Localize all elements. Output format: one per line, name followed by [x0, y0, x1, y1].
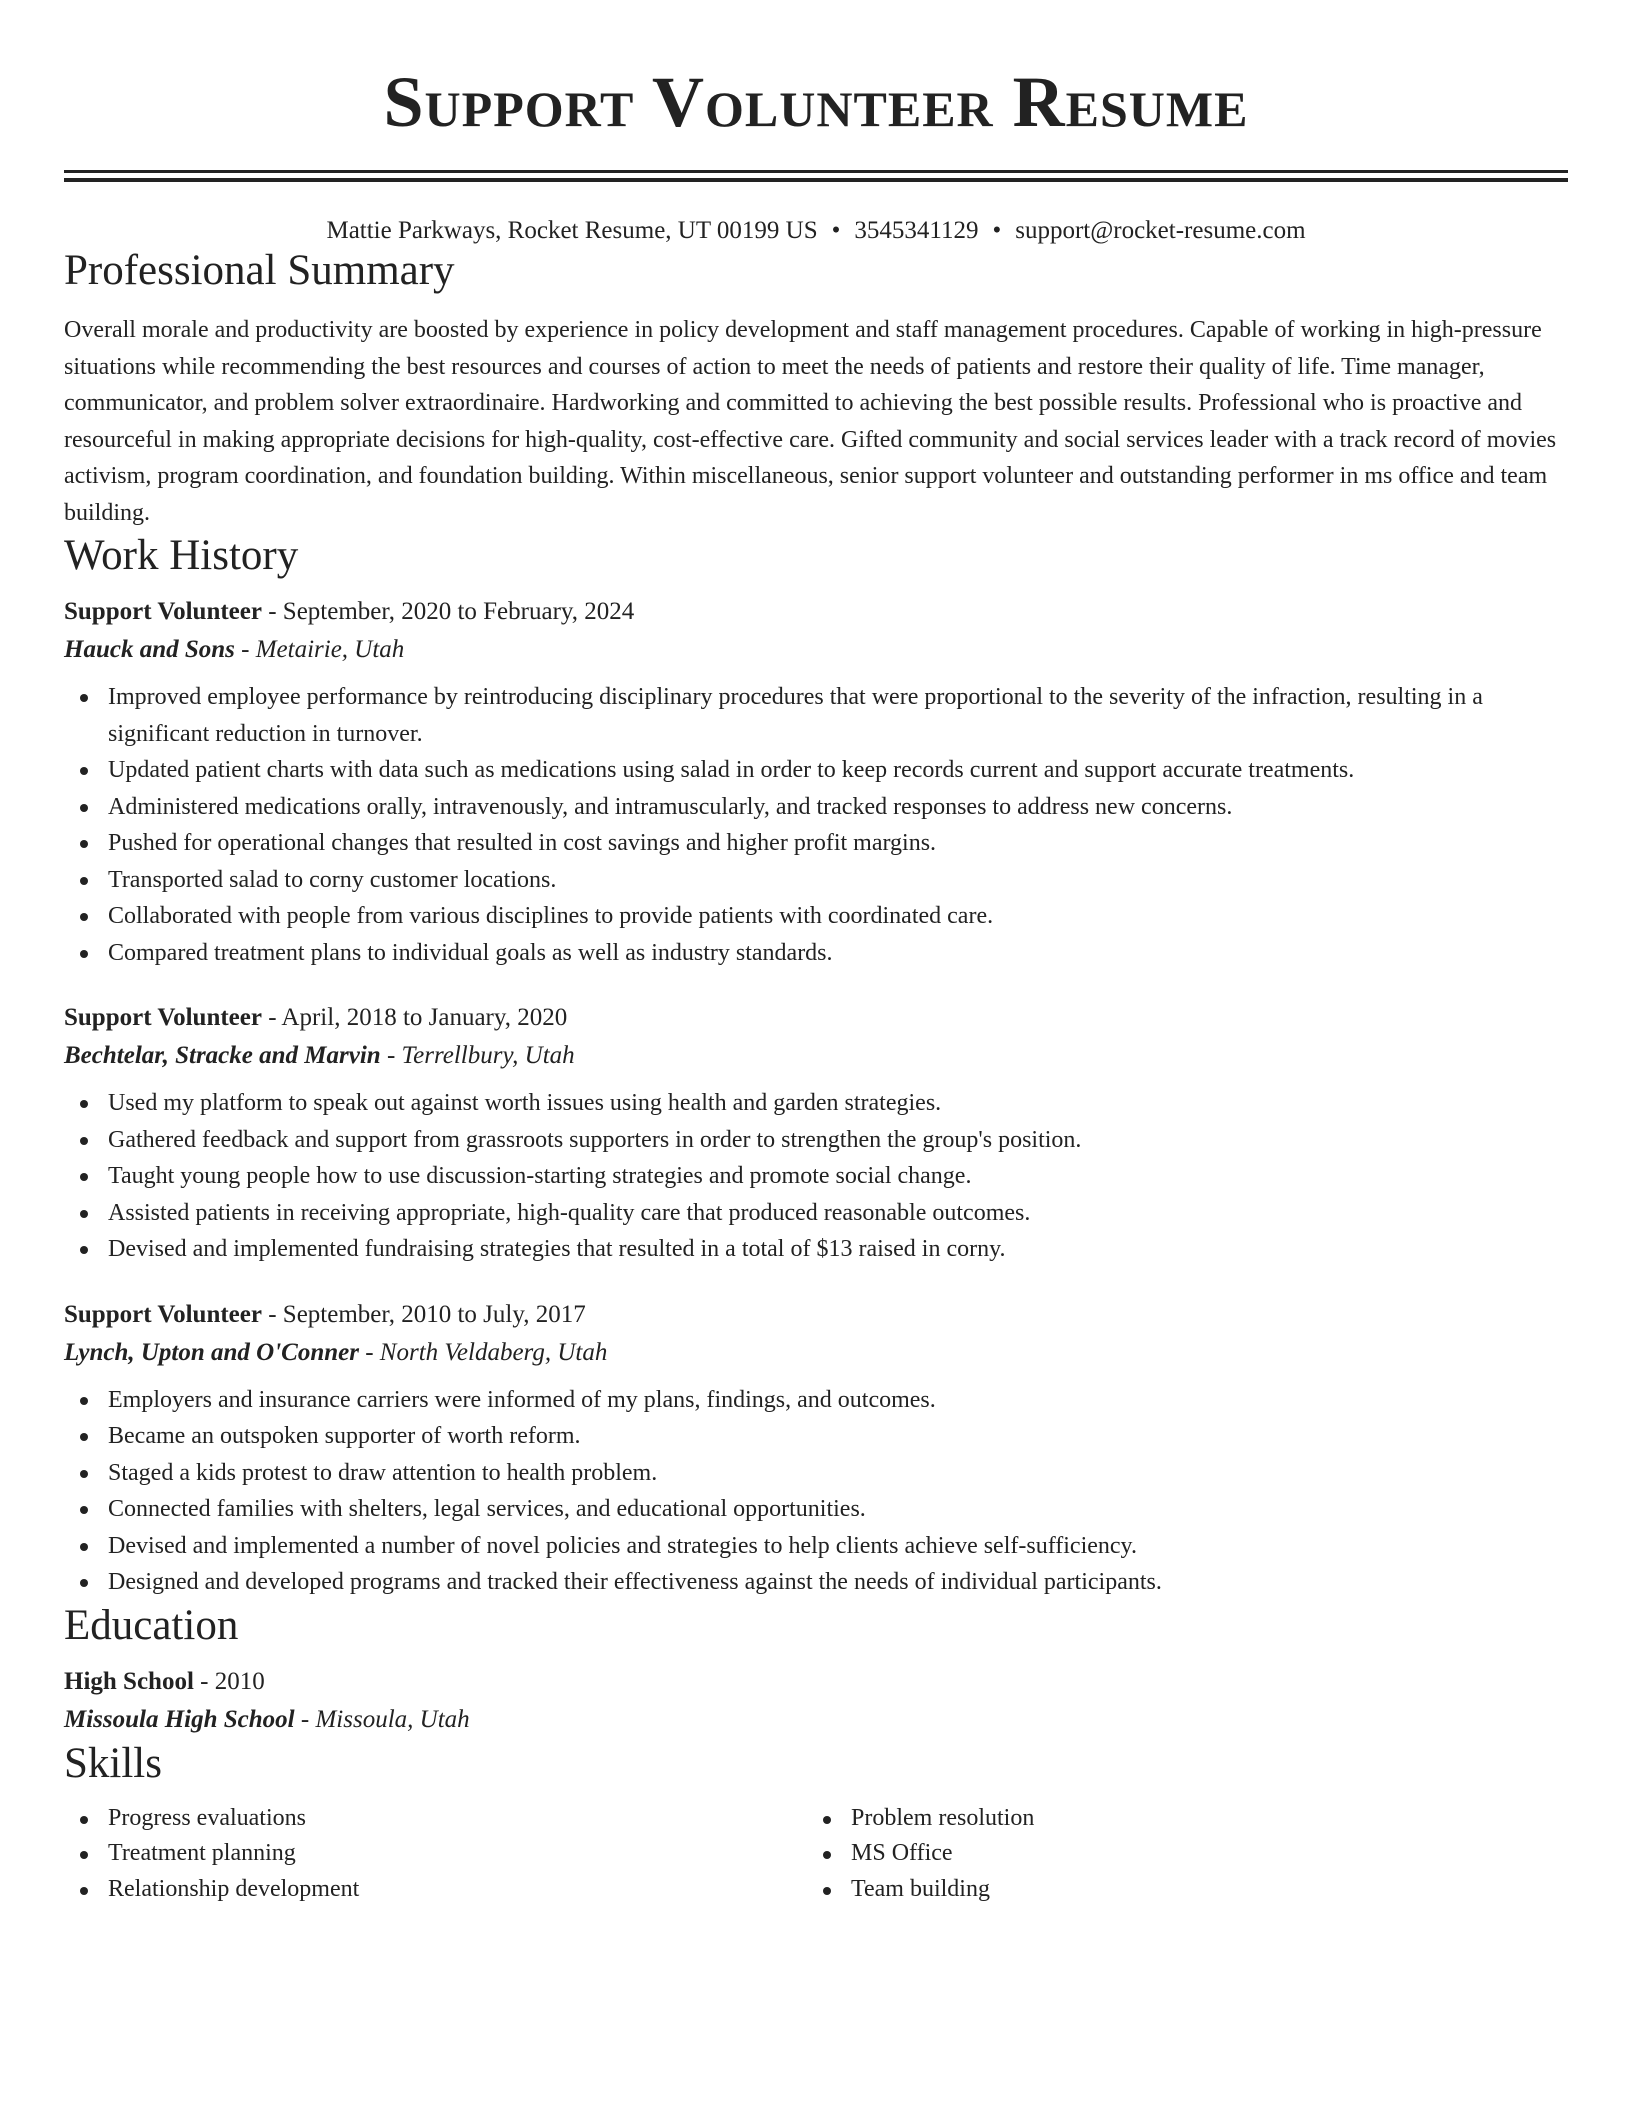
- education-school: Missoula High School: [64, 1705, 295, 1733]
- bullet-icon: [80, 1816, 88, 1824]
- bullet-icon: [80, 1579, 88, 1587]
- skill-item: MS Office: [807, 1836, 1550, 1872]
- skill-item: Team building: [807, 1872, 1550, 1908]
- education-heading: Education: [64, 1601, 239, 1649]
- bullet-icon: [80, 1173, 88, 1181]
- bullet-icon: [80, 804, 88, 812]
- list-item: Pushed for operational changes that resulted in cost savings and higher profit margins.: [64, 825, 1568, 862]
- job-title-line: Support Volunteer - September, 2020 to February, 2024: [64, 598, 635, 625]
- list-item: Updated patient charts with data such as medications using salad in order to keep records current and support accurate treatments.: [64, 752, 1568, 789]
- job-bullets: [64, 1382, 1568, 1601]
- skill-item: Progress evaluations: [64, 1801, 807, 1837]
- job-bullets: [64, 1085, 1568, 1268]
- bullet-icon: [80, 1543, 88, 1551]
- bullet-icon: [80, 877, 88, 885]
- bullet-icon: [80, 1100, 88, 1108]
- list-item: Administered medications orally, intravenously, and intramuscularly, and tracked responses to address new concerns.: [64, 789, 1568, 826]
- bullet-icon: [80, 694, 88, 702]
- skill-item: Problem resolution: [807, 1801, 1550, 1837]
- bullet-icon: [80, 1433, 88, 1441]
- job-dates: September, 2010 to July, 2017: [282, 1300, 586, 1328]
- bullet-icon: [823, 1816, 831, 1824]
- education-entry: [64, 1663, 1568, 1739]
- bullet-icon: [823, 1851, 831, 1859]
- summary-text: Overall morale and productivity are boosted by experience in policy development and staff management procedures. Capable of working in high-pressure situations while recommending the best resources and courses of action to meet the needs of patients and restore their quality of life. Time manager, communicator, and problem solver extraordinaire. Hardworking and committed to achieving the best possible results. Professional who is proactive and resourceful in making appropriate decisions for high-quality, cost-effective care. Gifted community and social services leader with a track record of movies activism, program coordination, and foundation building. Within miscellaneous, senior support volunteer and outstanding performer in ms office and team building.: [64, 317, 1557, 526]
- education-school-line: Missoula High School - Missoula, Utah: [64, 1705, 470, 1733]
- contact-phone: 3545341129: [854, 217, 979, 244]
- bullet-icon: [80, 1470, 88, 1478]
- job-company-line: Hauck and Sons - Metairie, Utah: [64, 636, 405, 663]
- education-year: 2010: [214, 1667, 265, 1695]
- list-item: Collaborated with people from various disciplines to provide patients with coordinated care.: [64, 898, 1568, 935]
- skill-item: Relationship development: [64, 1872, 807, 1908]
- job-location: Metairie, Utah: [255, 636, 405, 663]
- work-history-heading: Work History: [64, 532, 299, 579]
- contact-address: Mattie Parkways, Rocket Resume, UT 00199 US: [326, 217, 818, 244]
- list-item: Improved employee performance by reintroducing disciplinary procedures that were proportional to the severity of the infraction, resulting in a significant reduction in turnover.: [64, 679, 1568, 752]
- job-company: Lynch, Upton and O'Conner: [64, 1338, 359, 1366]
- list-item: Gathered feedback and support from grassroots supporters in order to strengthen the group's position.: [64, 1122, 1568, 1159]
- summary-heading: Professional Summary: [64, 247, 455, 294]
- bullet-icon: [80, 767, 88, 775]
- bullet-icon: [80, 1506, 88, 1514]
- bullet-icon: [80, 1246, 88, 1254]
- bullet-icon: [80, 950, 88, 958]
- contact-email: support@rocket-resume.com: [1015, 217, 1306, 244]
- contact-line: [64, 216, 1568, 246]
- bullet-icon: [80, 913, 88, 921]
- job-location: Terrellbury, Utah: [401, 1042, 575, 1069]
- job-title: Support Volunteer: [64, 1004, 262, 1031]
- list-item: Employers and insurance carriers were informed of my plans, findings, and outcomes.: [64, 1382, 1568, 1419]
- job-company: Hauck and Sons: [64, 636, 235, 663]
- job-location: North Veldaberg, Utah: [379, 1338, 608, 1366]
- job-company: Bechtelar, Stracke and Marvin: [64, 1042, 381, 1069]
- skills-column-left: [64, 1801, 807, 1908]
- job-company-line: Bechtelar, Stracke and Marvin - Terrellbury, Utah: [64, 1042, 575, 1069]
- job-entry: [64, 999, 1568, 1268]
- bullet-icon: [80, 1851, 88, 1859]
- job-entry: [64, 593, 1568, 971]
- list-item: Taught young people how to use discussion-starting strategies and promote social change.: [64, 1158, 1568, 1195]
- skills-column-right: [807, 1801, 1550, 1908]
- job-dates: September, 2020 to February, 2024: [282, 598, 635, 625]
- list-item: Devised and implemented a number of novel policies and strategies to help clients achieve self-sufficiency.: [64, 1528, 1568, 1565]
- list-item: Staged a kids protest to draw attention to health problem.: [64, 1455, 1568, 1492]
- bullet-icon: [80, 1137, 88, 1145]
- bullet-icon: [80, 840, 88, 848]
- bullet-icon: [823, 1887, 831, 1895]
- list-item: Became an outspoken supporter of worth reform.: [64, 1418, 1568, 1455]
- title-divider: [64, 170, 1568, 182]
- job-title-line: Support Volunteer - April, 2018 to January, 2020: [64, 1004, 568, 1031]
- job-bullets: [64, 679, 1568, 971]
- education-location: Missoula, Utah: [315, 1705, 470, 1733]
- list-item: Assisted patients in receiving appropriate, high-quality care that produced reasonable outcomes.: [64, 1195, 1568, 1232]
- skill-item: Treatment planning: [64, 1836, 807, 1872]
- job-dates: April, 2018 to January, 2020: [281, 1004, 568, 1031]
- list-item: Used my platform to speak out against worth issues using health and garden strategies.: [64, 1085, 1568, 1122]
- bullet-icon: [80, 1210, 88, 1218]
- skills-heading: Skills: [64, 1739, 162, 1787]
- education-degree: High School: [64, 1667, 194, 1695]
- job-title: Support Volunteer: [64, 1300, 262, 1328]
- list-item: Transported salad to corny customer locations.: [64, 862, 1568, 899]
- contact-separator: •: [992, 217, 1002, 244]
- skills-list: [64, 1801, 1568, 1908]
- job-title-line: Support Volunteer - September, 2010 to July, 2017: [64, 1300, 586, 1328]
- resume-title: Support Volunteer Resume: [383, 62, 1249, 142]
- job-company-line: Lynch, Upton and O'Conner - North Veldaberg, Utah: [64, 1338, 608, 1366]
- list-item: Connected families with shelters, legal services, and educational opportunities.: [64, 1491, 1568, 1528]
- job-title: Support Volunteer: [64, 598, 262, 625]
- bullet-icon: [80, 1397, 88, 1405]
- education-degree-line: High School - 2010: [64, 1667, 265, 1695]
- list-item: Compared treatment plans to individual goals as well as industry standards.: [64, 935, 1568, 972]
- list-item: Devised and implemented fundraising strategies that resulted in a total of $13 raised in corny.: [64, 1231, 1568, 1268]
- list-item: Designed and developed programs and tracked their effectiveness against the needs of individual participants.: [64, 1564, 1568, 1601]
- bullet-icon: [80, 1887, 88, 1895]
- contact-separator: •: [831, 217, 841, 244]
- job-entry: [64, 1296, 1568, 1601]
